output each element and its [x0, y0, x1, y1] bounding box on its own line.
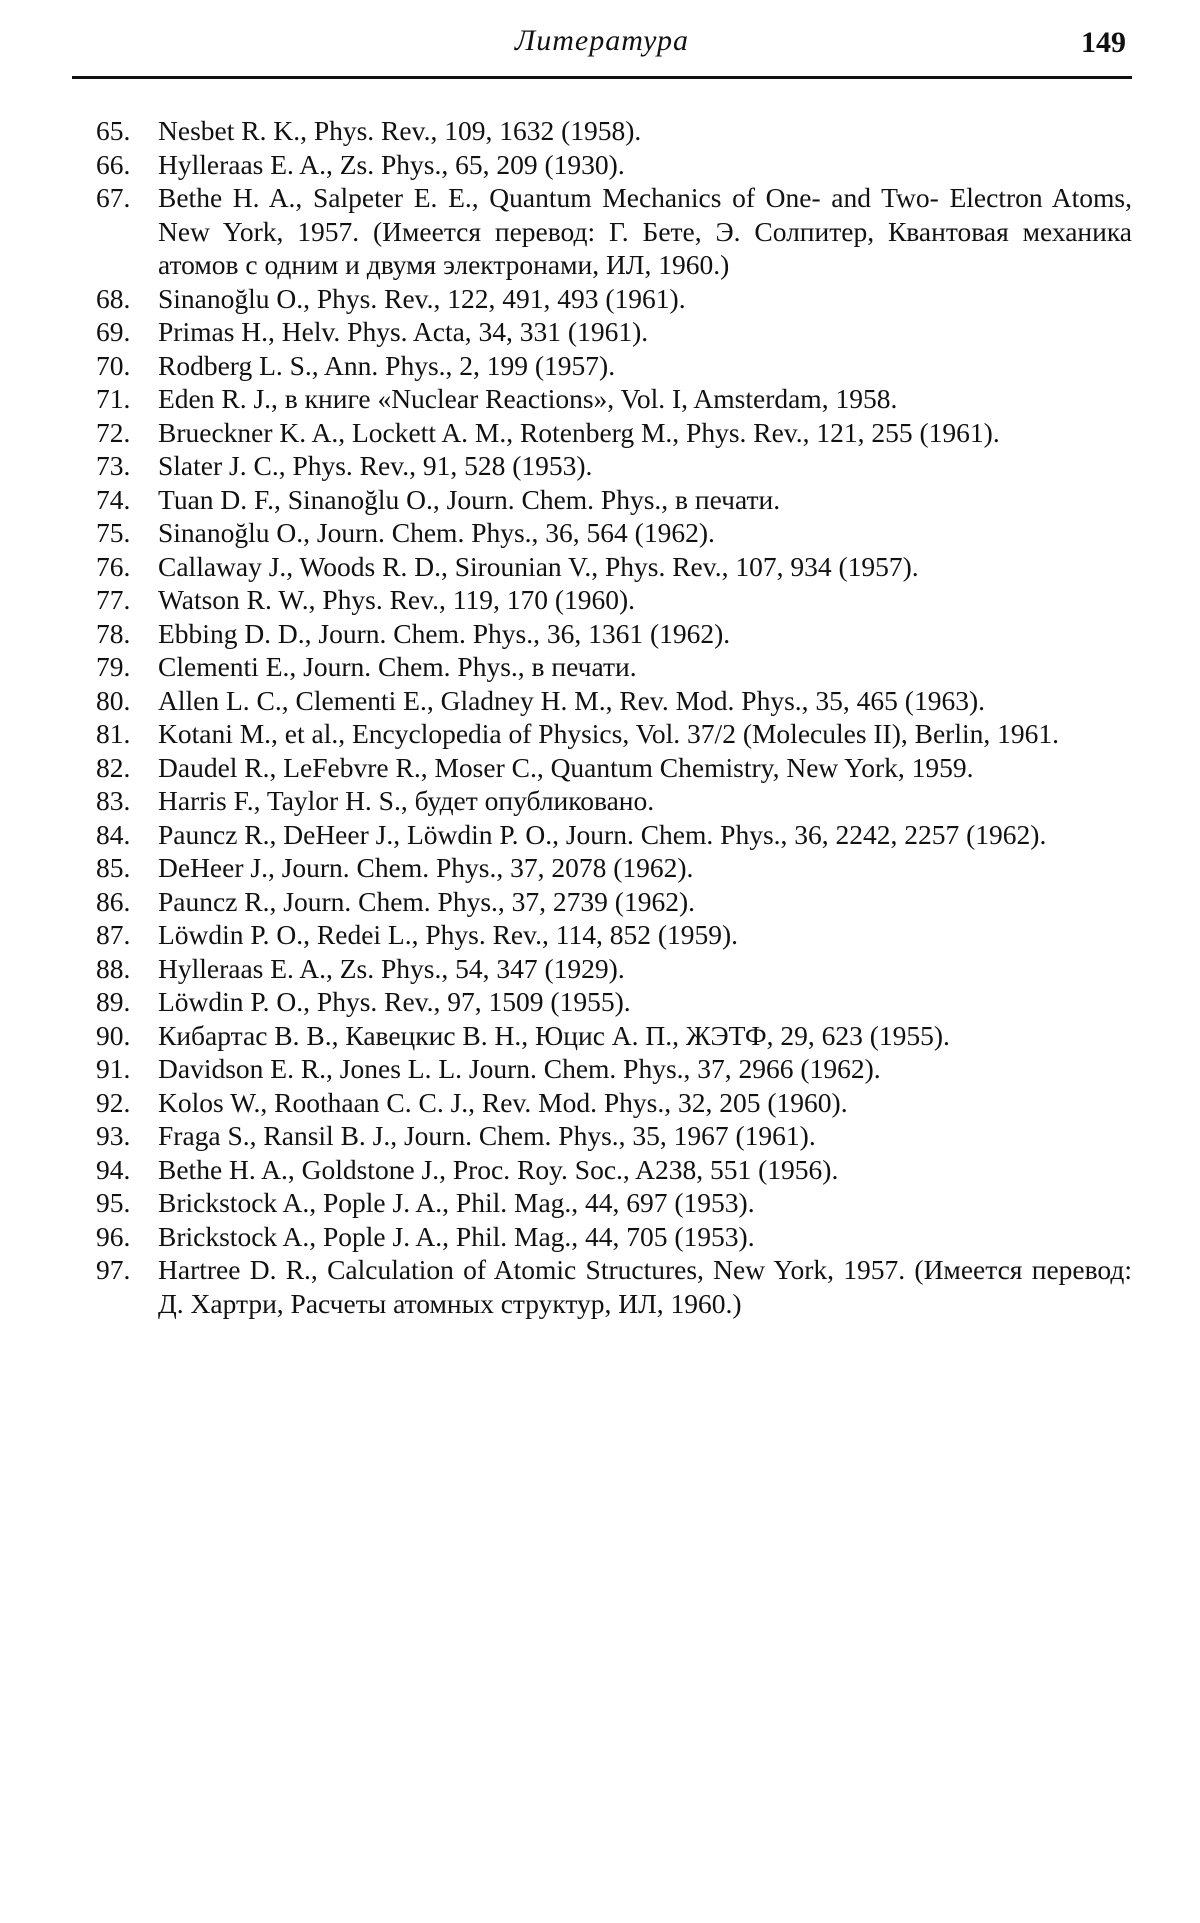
reference-number: 84. — [96, 818, 131, 850]
reference-number: 88. — [96, 952, 131, 984]
reference-number: 69. — [96, 316, 131, 347]
reference-item — [96, 282, 1132, 316]
reference-text: Brueckner K. A., Lockett A. M., Rotenberg M., Phys. Rev., 121, 255 (1961). — [158, 416, 1000, 448]
reference-item — [96, 1253, 1132, 1320]
reference-text: Slater J. C., Phys. Rev., 91, 528 (1953). — [158, 450, 593, 481]
reference-item — [96, 985, 1132, 1019]
reference-number: 72. — [96, 416, 131, 448]
reference-item — [96, 181, 1132, 282]
reference-item — [96, 416, 1132, 450]
reference-number: 90. — [96, 1019, 131, 1051]
reference-text: Clementi E., Journ. Chem. Phys., в печати. — [158, 651, 637, 682]
page-number: 149 — [1081, 26, 1126, 59]
reference-number: 86. — [96, 885, 131, 917]
reference-text: DeHeer J., Journ. Chem. Phys., 37, 2078 (1962). — [158, 852, 694, 883]
reference-text: Löwdin P. O., Phys. Rev., 97, 1509 (1955). — [158, 986, 631, 1017]
reference-item — [96, 918, 1132, 952]
reference-number: 79. — [96, 651, 131, 682]
reference-text: Harris F., Taylor H. S., будет опубликовано. — [158, 785, 655, 816]
reference-text: Bethe H. A., Salpeter E. E., Quantum Mechanics of One- and Two- Electron Atoms, New York, 1957. (Имеется перевод: Г. Бете, Э. Солпитер, Квантовая механика атомов с одним и двумя электронами, ИЛ, 1960.) — [158, 182, 1132, 280]
reference-item — [96, 751, 1132, 785]
reference-number: 68. — [96, 282, 131, 314]
reference-text: Brickstock A., Pople J. A., Phil. Mag., 44, 697 (1953). — [158, 1187, 755, 1218]
reference-text: Allen L. C., Clementi E., Gladney H. M., Rev. Mod. Phys., 35, 465 (1963). — [158, 684, 985, 716]
reference-text: Ebbing D. D., Journ. Chem. Phys., 36, 1361 (1962). — [158, 617, 731, 649]
running-title: Литература — [514, 24, 690, 57]
reference-item — [96, 851, 1132, 885]
reference-item — [96, 148, 1132, 182]
reference-number: 67. — [96, 182, 131, 213]
reference-text: Nesbet R. K., Phys. Rev., 109, 1632 (1958). — [158, 115, 642, 146]
reference-number: 70. — [96, 349, 131, 381]
reference-text: Daudel R., LeFebvre R., Moser C., Quantum Chemistry, New York, 1959. — [158, 751, 974, 783]
reference-number: 91. — [96, 1053, 131, 1084]
reference-text: Löwdin P. O., Redei L., Phys. Rev., 114, 852 (1959). — [158, 919, 739, 950]
reference-item — [96, 349, 1132, 383]
reference-number: 71. — [96, 383, 131, 414]
reference-number: 73. — [96, 450, 131, 481]
reference-number: 77. — [96, 584, 131, 615]
reference-item — [96, 885, 1132, 919]
reference-item — [96, 684, 1132, 718]
reference-item — [96, 818, 1132, 852]
reference-text: Hylleraas E. A., Zs. Phys., 65, 209 (1930). — [158, 148, 625, 180]
reference-text: Brickstock A., Pople J. A., Phil. Mag., 44, 705 (1953). — [158, 1220, 755, 1252]
reference-text: Davidson E. R., Jones L. L. Journ. Chem. Phys., 37, 2966 (1962). — [158, 1053, 881, 1084]
reference-number: 78. — [96, 617, 131, 649]
reference-text: Sinanoğlu O., Journ. Chem. Phys., 36, 564 (1962). — [158, 517, 715, 548]
reference-number: 83. — [96, 785, 131, 816]
reference-number: 92. — [96, 1086, 131, 1118]
reference-item — [96, 483, 1132, 517]
reference-text: Kolos W., Roothaan C. C. J., Rev. Mod. Phys., 32, 205 (1960). — [158, 1086, 848, 1118]
reference-number: 66. — [96, 148, 131, 180]
header-rule — [72, 76, 1132, 79]
reference-text: Hylleraas E. A., Zs. Phys., 54, 347 (1929). — [158, 952, 625, 984]
reference-item — [96, 1086, 1132, 1120]
reference-number: 94. — [96, 1153, 131, 1185]
reference-item — [96, 382, 1132, 416]
reference-number: 96. — [96, 1220, 131, 1252]
reference-number: 85. — [96, 852, 131, 883]
reference-item — [96, 650, 1132, 684]
reference-number: 74. — [96, 483, 131, 515]
reference-text: Pauncz R., Journ. Chem. Phys., 37, 2739 (1962). — [158, 885, 695, 917]
reference-number: 81. — [96, 718, 131, 749]
reference-text: Fraga S., Ransil B. J., Journ. Chem. Phys., 35, 1967 (1961). — [158, 1120, 816, 1151]
reference-number: 80. — [96, 684, 131, 716]
reference-number: 65. — [96, 115, 131, 146]
reference-item — [96, 617, 1132, 651]
reference-item — [96, 315, 1132, 349]
reference-text: Sinanoğlu O., Phys. Rev., 122, 491, 493 (1961). — [158, 282, 686, 314]
reference-text: Pauncz R., DeHeer J., Löwdin P. O., Journ. Chem. Phys., 36, 2242, 2257 (1962). — [158, 818, 1047, 850]
reference-number: 75. — [96, 517, 131, 548]
reference-number: 87. — [96, 919, 131, 950]
reference-text: Eden R. J., в книге «Nuclear Reactions», Vol. I, Amsterdam, 1958. — [158, 383, 898, 414]
reference-text: Tuan D. F., Sinanoğlu O., Journ. Chem. Phys., в печати. — [158, 483, 781, 515]
reference-number: 95. — [96, 1187, 131, 1218]
reference-item — [96, 1186, 1132, 1220]
reference-text: Hartree D. R., Calculation of Atomic Structures, New York, 1957. (Имеется перевод: Д. Хартри, Расчеты атомных структур, ИЛ, 1960.) — [158, 1254, 1132, 1319]
reference-number: 93. — [96, 1120, 131, 1151]
reference-text: Bethe H. A., Goldstone J., Proc. Roy. Soc., A238, 551 (1956). — [158, 1153, 839, 1185]
reference-item — [96, 1220, 1132, 1254]
reference-item — [96, 1019, 1132, 1053]
reference-number: 89. — [96, 986, 131, 1017]
reference-text: Callaway J., Woods R. D., Sirounian V., Phys. Rev., 107, 934 (1957). — [158, 550, 919, 582]
reference-item — [96, 1052, 1132, 1086]
reference-text: Кибартас В. В., Кавецкис В. Н., Юцис А. П., ЖЭТФ, 29, 623 (1955). — [158, 1019, 950, 1051]
reference-item — [96, 583, 1132, 617]
reference-text: Watson R. W., Phys. Rev., 119, 170 (1960). — [158, 584, 636, 615]
reference-item — [96, 952, 1132, 986]
reference-text: Rodberg L. S., Ann. Phys., 2, 199 (1957). — [158, 349, 616, 381]
reference-item — [96, 1119, 1132, 1153]
reference-item — [96, 449, 1132, 483]
reference-number: 76. — [96, 550, 131, 582]
reference-number: 82. — [96, 751, 131, 783]
page-header — [72, 24, 1132, 68]
reference-item — [96, 516, 1132, 550]
reference-item — [96, 1153, 1132, 1187]
reference-list — [96, 114, 1132, 1320]
reference-text: Kotani M., et al., Encyclopedia of Physics, Vol. 37/2 (Molecules II), Berlin, 1961. — [158, 718, 1059, 749]
reference-text: Primas H., Helv. Phys. Acta, 34, 331 (1961). — [158, 316, 649, 347]
reference-item — [96, 784, 1132, 818]
reference-item — [96, 114, 1132, 148]
reference-item — [96, 717, 1132, 751]
reference-item — [96, 550, 1132, 584]
reference-number: 97. — [96, 1254, 131, 1285]
